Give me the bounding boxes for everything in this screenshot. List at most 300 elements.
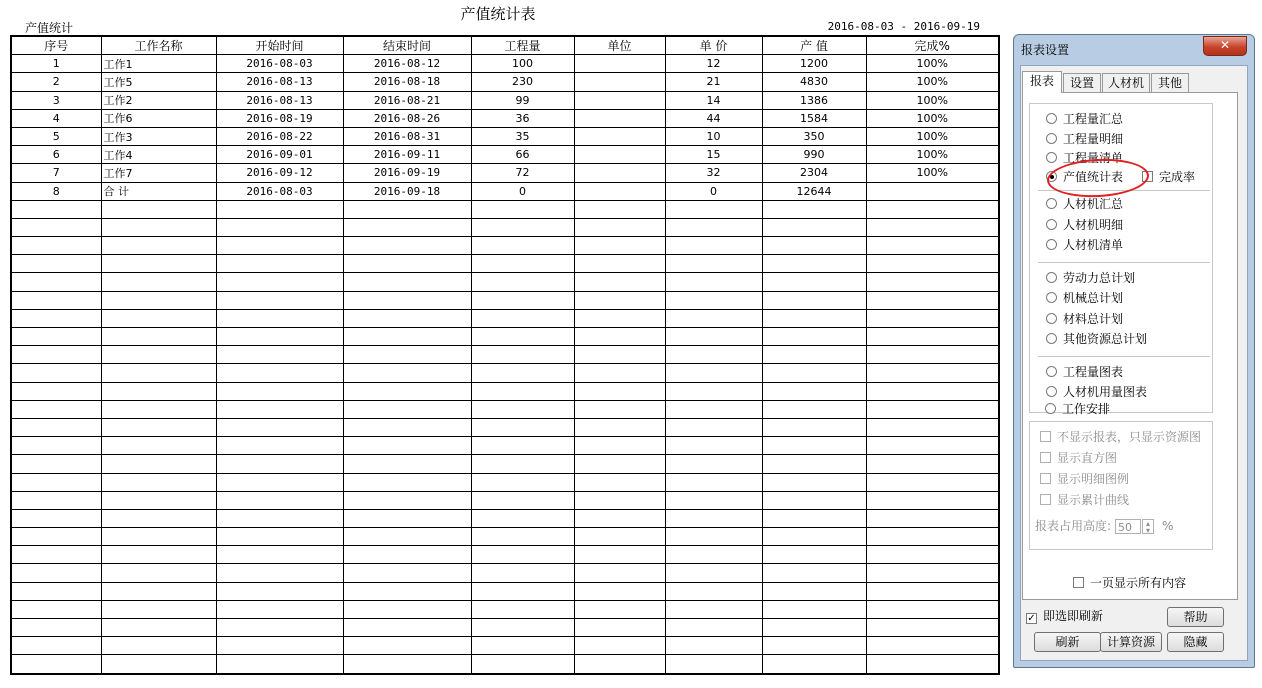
table-cell xyxy=(665,400,762,418)
table-cell xyxy=(762,600,866,618)
close-button[interactable] xyxy=(1203,36,1247,56)
checkbox-detail-legend[interactable] xyxy=(1040,470,1129,488)
table-cell: 4830 xyxy=(762,73,866,91)
table-cell xyxy=(574,182,665,200)
table-cell xyxy=(101,364,216,382)
radio-circle[interactable] xyxy=(1046,292,1057,303)
table-cell xyxy=(471,418,574,436)
table-cell xyxy=(11,364,101,382)
table-cell xyxy=(101,255,216,273)
table-cell xyxy=(101,528,216,546)
radio-circle[interactable] xyxy=(1046,272,1057,283)
table-cell xyxy=(11,582,101,600)
table-cell xyxy=(101,655,216,674)
table-cell xyxy=(343,346,471,364)
table-cell xyxy=(343,382,471,400)
empty-row xyxy=(11,364,999,382)
empty-row xyxy=(11,637,999,655)
checkbox-histogram[interactable] xyxy=(1040,449,1117,467)
table-row xyxy=(11,109,999,127)
radio-resource-detail[interactable] xyxy=(1046,216,1123,234)
table-cell: 2016-08-18 xyxy=(343,73,471,91)
report-table xyxy=(10,35,1000,675)
table-cell xyxy=(101,218,216,236)
table-cell: 100% xyxy=(866,55,999,73)
table-cell: 工作6 xyxy=(101,109,216,127)
table-cell xyxy=(343,509,471,527)
radio-circle[interactable] xyxy=(1046,198,1057,209)
table-cell: 0 xyxy=(471,182,574,200)
table-cell xyxy=(866,637,999,655)
empty-row xyxy=(11,528,999,546)
tab-other[interactable]: 其他 xyxy=(1151,73,1189,92)
table-cell xyxy=(11,200,101,218)
table-cell xyxy=(471,255,574,273)
report-settings-dialog xyxy=(1013,34,1255,668)
table-cell xyxy=(866,655,999,674)
table-cell xyxy=(762,528,866,546)
checkbox-label: 显示累计曲线 xyxy=(1057,493,1130,507)
radio-resource-list[interactable] xyxy=(1046,236,1123,254)
table-cell xyxy=(574,382,665,400)
table-cell xyxy=(574,346,665,364)
table-cell xyxy=(866,509,999,527)
tab-settings[interactable]: 设置 xyxy=(1063,73,1101,92)
table-cell: 2016-08-19 xyxy=(216,109,343,127)
table-cell xyxy=(343,237,471,255)
table-cell xyxy=(574,455,665,473)
col-header: 单 价 xyxy=(665,36,762,55)
table-cell xyxy=(343,200,471,218)
table-cell xyxy=(574,200,665,218)
checkbox-box-checked[interactable]: ✓ xyxy=(1027,613,1036,624)
table-cell xyxy=(866,528,999,546)
table-cell: 100% xyxy=(866,109,999,127)
table-cell xyxy=(11,509,101,527)
table-cell xyxy=(216,273,343,291)
table-cell xyxy=(762,218,866,236)
table-cell xyxy=(216,418,343,436)
radio-circle[interactable] xyxy=(1046,133,1057,144)
table-cell xyxy=(574,255,665,273)
table-cell: 2016-09-01 xyxy=(216,146,343,164)
table-cell xyxy=(343,364,471,382)
table-cell xyxy=(866,291,999,309)
table-cell xyxy=(216,509,343,527)
table-cell: 100% xyxy=(866,164,999,182)
table-cell: 6 xyxy=(11,146,101,164)
table-cell xyxy=(866,382,999,400)
radio-label: 工作安排 xyxy=(1062,402,1111,416)
radio-quantity-detail[interactable] xyxy=(1046,130,1123,148)
table-cell: 44 xyxy=(665,109,762,127)
table-cell xyxy=(101,309,216,327)
table-cell xyxy=(762,582,866,600)
radio-label: 其他资源总计划 xyxy=(1063,332,1148,346)
col-header: 工作名称 xyxy=(101,36,216,55)
table-cell xyxy=(101,237,216,255)
completion-rate-checkbox[interactable] xyxy=(1142,168,1195,186)
table-cell xyxy=(471,546,574,564)
table-cell xyxy=(11,255,101,273)
radio-work-schedule[interactable] xyxy=(1045,400,1110,418)
table-cell: 35 xyxy=(471,127,574,145)
table-cell xyxy=(574,400,665,418)
table-cell: 工作4 xyxy=(101,146,216,164)
table-cell xyxy=(574,73,665,91)
table-cell: 7 xyxy=(11,164,101,182)
table-cell xyxy=(866,473,999,491)
table-header-row xyxy=(11,36,999,55)
table-cell xyxy=(665,237,762,255)
empty-row xyxy=(11,600,999,618)
table-cell xyxy=(762,346,866,364)
table-cell: 2016-09-12 xyxy=(216,164,343,182)
table-cell xyxy=(574,309,665,327)
table-cell xyxy=(11,637,101,655)
table-cell xyxy=(11,491,101,509)
empty-row xyxy=(11,237,999,255)
table-cell: 1386 xyxy=(762,91,866,109)
table-row xyxy=(11,73,999,91)
table-cell xyxy=(343,655,471,674)
table-row xyxy=(11,127,999,145)
checkbox-only-resource-chart[interactable] xyxy=(1040,428,1201,446)
checkbox-box[interactable] xyxy=(1040,452,1051,463)
table-cell: 15 xyxy=(665,146,762,164)
checkbox-instant-refresh[interactable] xyxy=(1026,607,1103,625)
table-cell xyxy=(665,528,762,546)
table-cell xyxy=(574,546,665,564)
empty-row xyxy=(11,564,999,582)
table-cell xyxy=(471,200,574,218)
divider xyxy=(1038,356,1210,357)
table-cell xyxy=(11,437,101,455)
radio-circle[interactable] xyxy=(1046,239,1057,250)
table-cell: 2016-08-22 xyxy=(216,127,343,145)
report-height-unit: % xyxy=(1162,519,1174,533)
empty-row xyxy=(11,546,999,564)
empty-row xyxy=(11,382,999,400)
table-cell xyxy=(216,400,343,418)
table-cell: 2 xyxy=(11,73,101,91)
table-cell xyxy=(216,600,343,618)
table-cell xyxy=(101,619,216,637)
table-cell xyxy=(665,473,762,491)
table-cell xyxy=(216,582,343,600)
tab-report[interactable]: 报表 xyxy=(1022,71,1062,93)
table-cell xyxy=(665,509,762,527)
radio-label: 工程量汇总 xyxy=(1063,112,1124,126)
table-cell xyxy=(216,655,343,674)
report-title: 产值统计表 xyxy=(460,5,536,23)
col-header: 序号 xyxy=(11,36,101,55)
table-cell xyxy=(101,328,216,346)
radio-label: 人材机清单 xyxy=(1063,238,1124,252)
table-cell xyxy=(665,291,762,309)
table-cell xyxy=(574,600,665,618)
radio-other-resource-plan[interactable] xyxy=(1046,330,1147,348)
table-cell: 32 xyxy=(665,164,762,182)
table-cell xyxy=(665,382,762,400)
table-cell xyxy=(665,255,762,273)
table-cell xyxy=(471,528,574,546)
table-cell xyxy=(101,455,216,473)
radio-resource-summary[interactable] xyxy=(1046,195,1123,213)
col-header: 单位 xyxy=(574,36,665,55)
table-cell xyxy=(574,273,665,291)
table-cell xyxy=(216,546,343,564)
empty-row xyxy=(11,309,999,327)
table-cell xyxy=(101,546,216,564)
radio-material-plan[interactable] xyxy=(1046,310,1123,328)
table-cell xyxy=(471,328,574,346)
radio-machine-plan[interactable] xyxy=(1046,289,1123,307)
table-cell xyxy=(574,109,665,127)
checkbox-label: 完成率 xyxy=(1159,170,1196,184)
report-height-label: 报表占用高度: xyxy=(1035,519,1112,533)
table-cell xyxy=(665,346,762,364)
table-cell xyxy=(216,437,343,455)
table-cell xyxy=(343,582,471,600)
table-cell xyxy=(762,637,866,655)
checkbox-box[interactable] xyxy=(1040,473,1051,484)
table-cell xyxy=(101,346,216,364)
table-cell xyxy=(343,619,471,637)
table-cell xyxy=(343,218,471,236)
radio-circle[interactable] xyxy=(1046,152,1057,163)
report-subtitle: 产值统计 xyxy=(25,21,74,35)
table-cell: 100% xyxy=(866,91,999,109)
table-cell xyxy=(343,255,471,273)
checkbox-box[interactable] xyxy=(1040,431,1051,442)
table-cell xyxy=(11,655,101,674)
table-cell xyxy=(574,146,665,164)
table-cell xyxy=(471,655,574,674)
empty-row xyxy=(11,509,999,527)
radio-circle[interactable] xyxy=(1046,333,1057,344)
table-cell: 3 xyxy=(11,91,101,109)
table-cell xyxy=(11,328,101,346)
table-cell: 1584 xyxy=(762,109,866,127)
table-cell xyxy=(343,637,471,655)
table-cell xyxy=(101,637,216,655)
radio-circle[interactable] xyxy=(1046,219,1057,230)
help-button[interactable]: 帮助 xyxy=(1167,607,1224,627)
radio-circle[interactable] xyxy=(1046,386,1057,397)
table-cell xyxy=(866,273,999,291)
table-cell xyxy=(216,255,343,273)
hide-button[interactable]: 隐藏 xyxy=(1167,632,1224,652)
col-header: 完成% xyxy=(866,36,999,55)
table-cell xyxy=(665,564,762,582)
radio-label: 劳动力总计划 xyxy=(1063,271,1136,285)
table-cell: 工作2 xyxy=(101,91,216,109)
table-cell xyxy=(471,273,574,291)
table-cell xyxy=(665,328,762,346)
table-cell xyxy=(762,491,866,509)
table-cell xyxy=(11,473,101,491)
refresh-button[interactable]: 刷新 xyxy=(1034,632,1101,652)
table-cell xyxy=(665,619,762,637)
table-cell xyxy=(471,619,574,637)
dialog-title: 报表设置 xyxy=(1021,43,1070,57)
table-cell xyxy=(11,218,101,236)
table-cell xyxy=(216,637,343,655)
spin-arrows-icon[interactable]: ▴ ▾ xyxy=(1142,519,1154,534)
table-cell: 工作3 xyxy=(101,127,216,145)
table-cell xyxy=(866,400,999,418)
table-cell xyxy=(471,237,574,255)
report-height-control xyxy=(1035,517,1173,535)
col-header: 开始时间 xyxy=(216,36,343,55)
table-cell: 36 xyxy=(471,109,574,127)
table-cell xyxy=(471,600,574,618)
table-cell xyxy=(866,346,999,364)
table-cell xyxy=(101,418,216,436)
radio-label: 人材机明细 xyxy=(1063,218,1124,232)
table-cell xyxy=(471,564,574,582)
empty-row xyxy=(11,455,999,473)
col-header: 结束时间 xyxy=(343,36,471,55)
table-cell: 8 xyxy=(11,182,101,200)
table-cell xyxy=(11,400,101,418)
table-cell xyxy=(574,291,665,309)
table-cell xyxy=(762,255,866,273)
table-cell xyxy=(762,237,866,255)
radio-label: 机械总计划 xyxy=(1063,291,1124,305)
table-cell xyxy=(866,455,999,473)
checkbox-show-all-one-page[interactable] xyxy=(1073,574,1186,592)
table-cell xyxy=(471,582,574,600)
table-cell: 2304 xyxy=(762,164,866,182)
table-cell: 12644 xyxy=(762,182,866,200)
table-cell xyxy=(866,546,999,564)
table-cell xyxy=(471,637,574,655)
table-cell xyxy=(866,364,999,382)
table-cell xyxy=(574,418,665,436)
table-cell xyxy=(343,600,471,618)
table-cell: 合 计 xyxy=(101,182,216,200)
radio-label: 产值统计表 xyxy=(1063,170,1124,184)
col-header: 工程量 xyxy=(471,36,574,55)
table-cell xyxy=(762,564,866,582)
table-cell: 2016-08-26 xyxy=(343,109,471,127)
empty-row xyxy=(11,328,999,346)
table-cell xyxy=(471,437,574,455)
table-cell xyxy=(11,455,101,473)
table-cell xyxy=(665,309,762,327)
table-cell xyxy=(762,291,866,309)
table-cell: 工作5 xyxy=(101,73,216,91)
table-cell xyxy=(101,509,216,527)
empty-row xyxy=(11,200,999,218)
table-cell xyxy=(762,455,866,473)
table-row xyxy=(11,55,999,73)
report-height-input[interactable]: 50 xyxy=(1115,519,1141,534)
checkbox-cumulative-curve[interactable] xyxy=(1040,491,1129,509)
empty-row xyxy=(11,473,999,491)
table-cell xyxy=(216,528,343,546)
table-cell xyxy=(343,455,471,473)
table-cell xyxy=(101,473,216,491)
table-cell xyxy=(762,200,866,218)
table-cell xyxy=(216,455,343,473)
table-cell xyxy=(343,491,471,509)
table-cell xyxy=(762,328,866,346)
table-cell xyxy=(665,200,762,218)
radio-circle[interactable] xyxy=(1046,313,1057,324)
table-cell xyxy=(216,564,343,582)
table-cell xyxy=(762,309,866,327)
radio-resource-usage-chart[interactable] xyxy=(1046,383,1147,401)
radio-quantity-chart[interactable] xyxy=(1046,363,1123,381)
table-cell xyxy=(216,619,343,637)
radio-circle[interactable] xyxy=(1046,113,1057,124)
table-cell xyxy=(574,582,665,600)
radio-label: 工程量图表 xyxy=(1063,365,1124,379)
table-cell xyxy=(866,200,999,218)
table-cell xyxy=(216,382,343,400)
table-cell xyxy=(574,91,665,109)
table-cell xyxy=(665,655,762,674)
table-cell xyxy=(216,309,343,327)
empty-row xyxy=(11,400,999,418)
table-cell xyxy=(101,291,216,309)
table-cell xyxy=(471,400,574,418)
tab-resources[interactable]: 人材机 xyxy=(1102,73,1150,92)
radio-quantity-summary[interactable] xyxy=(1046,110,1123,128)
table-cell xyxy=(101,600,216,618)
table-cell xyxy=(762,418,866,436)
table-cell: 350 xyxy=(762,127,866,145)
checkbox-box[interactable] xyxy=(1040,494,1051,505)
table-cell xyxy=(101,200,216,218)
table-cell xyxy=(762,382,866,400)
empty-row xyxy=(11,437,999,455)
table-cell xyxy=(343,309,471,327)
table-cell xyxy=(101,400,216,418)
table-cell: 2016-09-19 xyxy=(343,164,471,182)
table-cell xyxy=(11,346,101,364)
table-cell: 230 xyxy=(471,73,574,91)
table-cell xyxy=(101,582,216,600)
table-cell: 99 xyxy=(471,91,574,109)
empty-row xyxy=(11,619,999,637)
table-cell xyxy=(101,491,216,509)
table-cell xyxy=(665,600,762,618)
table-cell: 0 xyxy=(665,182,762,200)
table-cell: 990 xyxy=(762,146,866,164)
table-cell xyxy=(866,564,999,582)
checkbox-label: 一页显示所有内容 xyxy=(1090,576,1187,590)
radio-label: 人材机用量图表 xyxy=(1063,385,1148,399)
radio-labor-plan[interactable] xyxy=(1046,269,1135,287)
radio-circle[interactable] xyxy=(1046,366,1057,377)
table-cell: 21 xyxy=(665,73,762,91)
table-cell: 100% xyxy=(866,146,999,164)
table-cell xyxy=(11,418,101,436)
radio-circle[interactable] xyxy=(1045,403,1056,414)
table-cell xyxy=(762,273,866,291)
table-cell: 72 xyxy=(471,164,574,182)
compute-resources-button[interactable]: 计算资源 xyxy=(1100,632,1162,652)
table-cell xyxy=(101,382,216,400)
table-cell xyxy=(11,528,101,546)
checkbox-box[interactable] xyxy=(1073,577,1084,588)
table-cell xyxy=(762,509,866,527)
table-cell xyxy=(866,491,999,509)
